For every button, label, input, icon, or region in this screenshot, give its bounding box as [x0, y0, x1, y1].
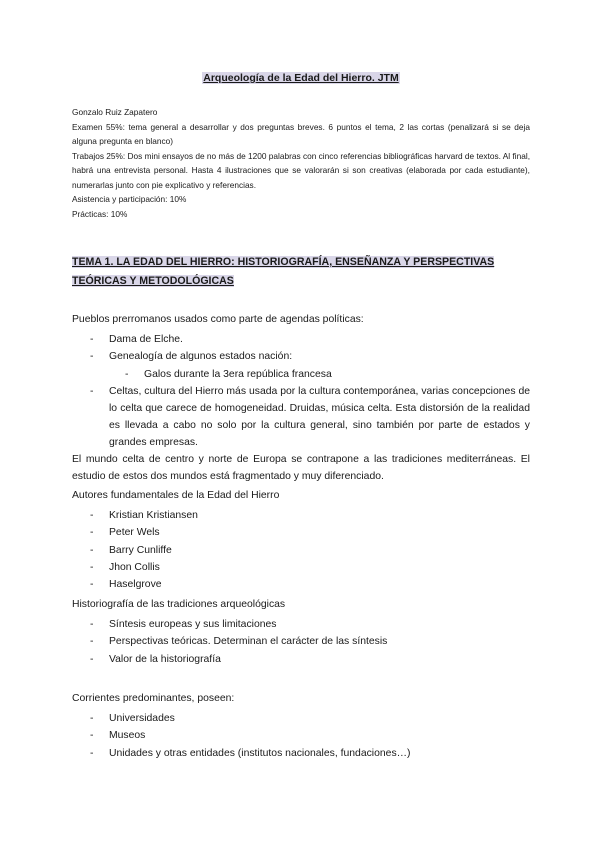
- professor-line: Gonzalo Ruiz Zapatero: [72, 107, 158, 117]
- section-prerroman: [72, 311, 530, 452]
- list-item: - Valor de la historiografía: [72, 651, 530, 668]
- exam-line: Examen 55%: tema general a desarrollar y dos preguntas breves. 6 puntos el tema, 2 las cortas (penalizará si se deja alguna pregunta en blanco): [72, 121, 530, 146]
- currents-intro: Corrientes predominantes, poseen:: [72, 693, 235, 704]
- list-item: - Síntesis europeas y sus limitaciones: [72, 616, 530, 633]
- prerroman-intro: Pueblos prerromanos usados como parte de agendas políticas:: [72, 314, 364, 325]
- authors-intro: Autores fundamentales de la Edad del Hierro: [72, 490, 280, 501]
- prerroman-list: [72, 331, 530, 365]
- section-currents: [72, 690, 530, 762]
- attendance-line: Asistencia y participación: 10%: [72, 194, 187, 204]
- work-line: Trabajos 25%: Dos mini ensayos de no más de 1200 palabras con cinco referencias bibliográficas harvard de textos. Al final, habrá una entrevista personal. Hasta 4 ilustraciones que se valorarán si son creativas (elaborada por cada estudiante), numerarlas junto con pie explicativo y referencias.: [72, 150, 530, 190]
- course-info: [72, 105, 530, 221]
- section-authors: [72, 487, 530, 593]
- list-item: - Celtas, cultura del Hierro más usada por la cultura contemporánea, varias concepciones de lo celta que carece de homogeneidad. Druidas, música celta. Esta distorsión de la realidad es llevada a cabo no solo por la cultura general, sino también por parte de estados y grandes empresas.: [72, 383, 530, 452]
- authors-list: [72, 507, 530, 593]
- list-item: - Genealogía de algunos estados nación:: [72, 348, 530, 365]
- list-item: - Dama de Elche.: [72, 331, 530, 348]
- list-item: - Peter Wels: [72, 524, 530, 541]
- list-item: - Museos: [72, 727, 530, 744]
- list-item: - Unidades y otras entidades (institutos nacionales, fundaciones…): [72, 745, 530, 762]
- prerroman-sublist: [72, 366, 530, 383]
- document-title: [72, 72, 530, 84]
- practice-line: Prácticas: 10%: [72, 208, 128, 219]
- currents-list: [72, 710, 530, 762]
- list-item: - Galos durante la 3era república francesa: [72, 366, 530, 383]
- section-historiography: [72, 596, 530, 668]
- prerroman-list-continued: [72, 383, 530, 452]
- list-item: - Jhon Collis: [72, 559, 530, 576]
- historiography-list: [72, 616, 530, 668]
- celtic-world-text: El mundo celta de centro y norte de Europa se contrapone a las tradiciones mediterráneas. El estudio de estos dos mundos está fragmentado y muy diferenciado.: [72, 454, 530, 483]
- section-heading-text: TEMA 1. LA EDAD DEL HIERRO: HISTORIOGRAFÍA, ENSEÑANZA Y PERSPECTIVAS TEÓRICAS Y METODOLÓGICAS: [72, 256, 495, 287]
- list-item: - Haselgrove: [72, 576, 530, 593]
- document-title-text: Arqueología de la Edad del Hierro. JTM: [203, 72, 399, 84]
- paragraph-celtic-world: [72, 451, 530, 485]
- list-item: - Perspectivas teóricas. Determinan el carácter de las síntesis: [72, 633, 530, 650]
- list-item: - Kristian Kristiansen: [72, 507, 530, 524]
- list-item: - Barry Cunliffe: [72, 542, 530, 559]
- historiography-intro: Historiografía de las tradiciones arqueológicas: [72, 599, 286, 610]
- list-item: - Universidades: [72, 710, 530, 727]
- section-heading: [72, 253, 530, 291]
